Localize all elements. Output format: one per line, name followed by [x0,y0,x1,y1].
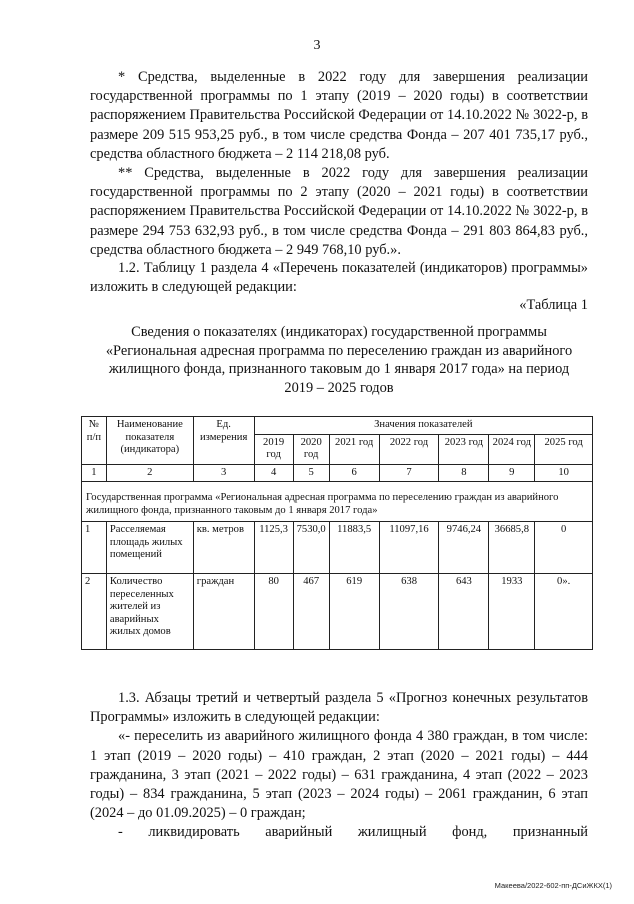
page-number: 3 [313,38,321,53]
row-num: 1 [82,522,107,574]
header-num: № п/п [82,417,107,465]
year-header: 2019 год [254,434,293,464]
row-value: 7530,0 [293,522,329,574]
row-value: 36685,8 [489,522,535,574]
year-header: 2023 год [439,434,489,464]
document-stamp: Макеева/2022-602-пп-ДСиЖКХ(1) [494,881,612,890]
row-value: 11883,5 [329,522,379,574]
column-number: 5 [293,464,329,482]
row-value: 1125,3 [254,522,293,574]
column-number: 3 [193,464,254,482]
footnotes [90,68,588,260]
header-values: Значения показателей [254,417,592,435]
row-value: 0». [535,574,593,650]
year-header: 2022 год [379,434,439,464]
indicators-table [81,416,593,650]
header-unit: Ед. измерения [193,417,254,465]
column-numbers-row [82,464,593,482]
paragraph-1-2-text: 1.2. Таблицу 1 раздела 4 «Перечень показателей (индикаторов) программы» изложить в следующей редакции: [90,260,588,296]
column-number: 9 [489,464,535,482]
table-row [82,522,593,574]
row-value: 0 [535,522,593,574]
row-value: 80 [254,574,293,650]
paragraph-liquidate: - ликвидировать аварийный жилищный фонд, признанный [118,824,588,841]
table-title: Сведения о показателях (индикаторах) государственной программы «Региональная адресная программа по переселению граждан из аварийного жилищного фонда, признанного таковым до 1 января 2017 года» на период 2019 – 2025 годов [105,324,573,396]
program-row [82,482,593,522]
footnote-2: ** Средства, выделенные в 2022 году для завершения реализации государственной программы по 2 этапу (2020 – 2021 годы) в соответствии распоряжением Правительства Российской Федерации от 14.10.2022 № 3022-р, в размере 294 753 632,93 руб., в том числе средства Фонда – 291 803 864,83 руб., средства областного бюджета – 2 949 768,10 руб.». [90,165,588,258]
row-num: 2 [82,574,107,650]
column-number: 2 [106,464,193,482]
table-caption: «Таблица 1 [519,297,588,313]
bottom-paragraphs [90,689,588,843]
table-header-row [82,417,593,435]
year-header: 2021 год [329,434,379,464]
table-row [82,574,593,650]
year-header: 2024 год [489,434,535,464]
year-header: 2025 год [535,434,593,464]
paragraph-1-2 [90,259,588,297]
row-unit: граждан [193,574,254,650]
column-number: 1 [82,464,107,482]
row-value: 467 [293,574,329,650]
column-number: 4 [254,464,293,482]
row-value: 1933 [489,574,535,650]
program-name-cell: Государственная программа «Региональная адресная программа по переселению граждан из аварийного жилищного фонда, признанного таковым до 1 января 2017 года» [82,482,593,522]
header-name: Наименование показателя (индикатора) [106,417,193,465]
column-number: 6 [329,464,379,482]
row-name: Расселяемая площадь жилых помещений [106,522,193,574]
row-unit: кв. метров [193,522,254,574]
column-number: 7 [379,464,439,482]
row-value: 643 [439,574,489,650]
footnote-1: * Средства, выделенные в 2022 году для завершения реализации государственной программы по 1 этапу (2019 – 2020 годы) в соответствии распоряжением Правительства Российской Федерации от 14.10.2022 № 3022-р, в размере 209 515 953,25 руб., в том числе средства Фонда – 207 401 735,17 руб., средства областного бюджета – 2 114 218,08 руб. [90,69,588,162]
row-value: 9746,24 [439,522,489,574]
column-number: 10 [535,464,593,482]
row-value: 638 [379,574,439,650]
row-value: 619 [329,574,379,650]
paragraph-resettle: «- переселить из аварийного жилищного фонда 4 380 граждан, в том числе: 1 этап (2019 – 2020 годы) – 410 граждан, 2 этап (2020 – 2021 годы) – 444 гражданина, 3 этап (2021 – 2022 годы) – 631 гражданина, 4 этап (2022 – 2023 годы) – 834 гражданина, 5 этап (2023 – 2024 годы) – 2061 гражданин, 6 этап (2024 – до 01.09.2025) – 0 граждан; [90,728,588,822]
paragraph-1-3: 1.3. Абзацы третий и четвертый раздела 5 «Прогноз конечных результатов Программы» изложить в следующей редакции: [90,690,588,726]
row-name: Количество переселенных жителей из аварийных жилых домов [106,574,193,650]
column-number: 8 [439,464,489,482]
row-value: 11097,16 [379,522,439,574]
year-header: 2020 год [293,434,329,464]
